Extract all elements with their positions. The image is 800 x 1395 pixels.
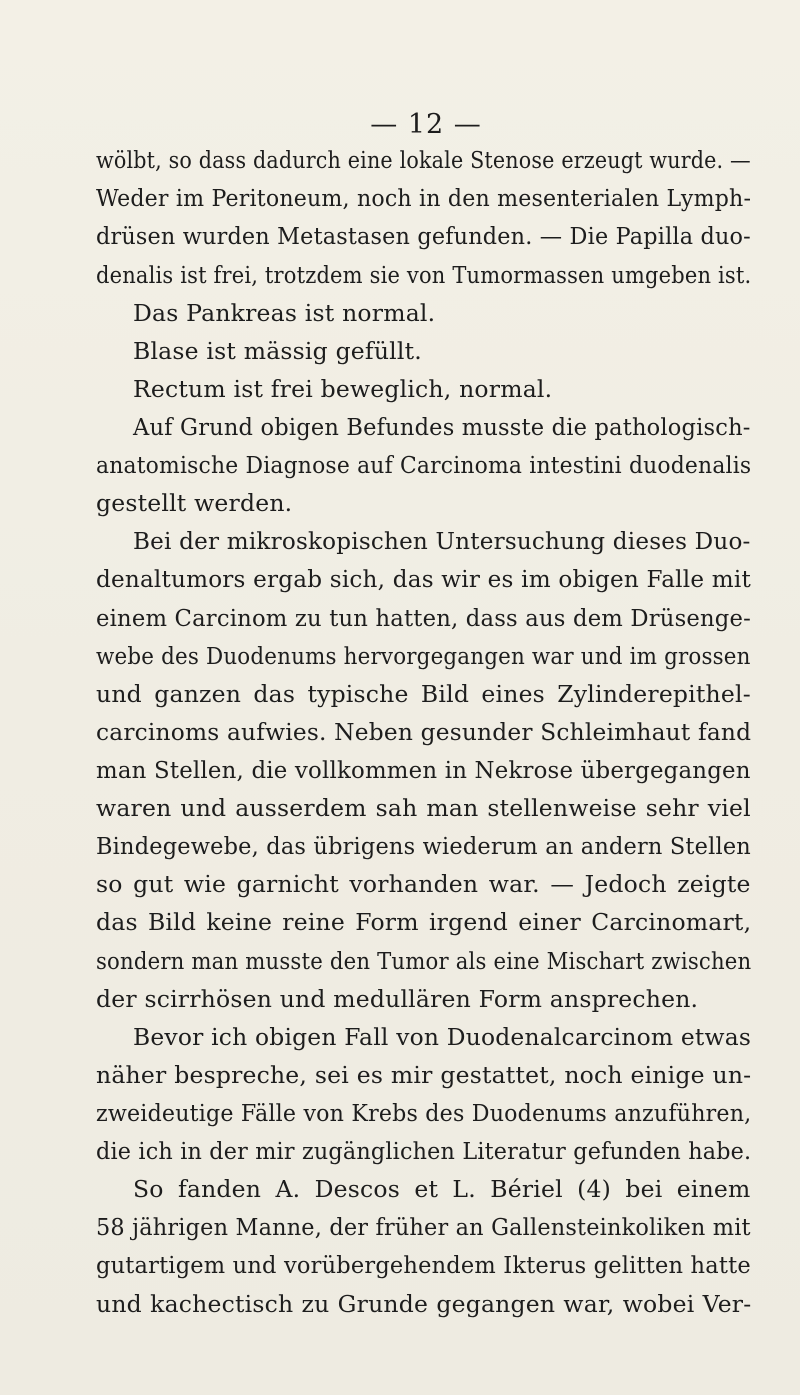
- text-line-8: Auf Grund obigen Befundes musste die pathologisch-: [133, 413, 751, 441]
- text-line-19: Bindegewebe, das übrigens wiederum an andern Stellen: [96, 832, 751, 860]
- text-line-27: die ich in der mir zugänglichen Literatur gefunden habe.: [96, 1137, 752, 1165]
- text-line-1: wölbt, so dass dadurch eine lokale Stenose erzeugt wurde. —: [96, 146, 751, 174]
- text-line-26: zweideutige Fälle von Krebs des Duodenums anzuführen,: [96, 1099, 752, 1127]
- text-line-6: Blase ist mässig gefüllt.: [133, 337, 422, 365]
- text-line-20: so gut wie garnicht vorhanden war. — Jedoch zeigte: [96, 870, 751, 898]
- page-number: — 12 —: [370, 109, 482, 140]
- text-line-21: das Bild keine reine Form irgend einer Carcinomart,: [96, 908, 752, 936]
- text-line-12: denaltumors ergab sich, das wir es im obigen Falle mit: [96, 565, 751, 593]
- text-line-7: Rectum ist frei beweglich, normal.: [133, 375, 553, 403]
- text-line-13: einem Carcinom zu tun hatten, dass aus dem Drüsenge-: [96, 604, 751, 632]
- text-line-28: So fanden A. Descos et L. Bériel (4) bei einem: [133, 1175, 751, 1203]
- text-line-9: anatomische Diagnose auf Carcinoma intestini duodenalis: [96, 451, 752, 479]
- text-line-4: denalis ist frei, trotzdem sie von Tumormassen umgeben ist.: [96, 261, 752, 289]
- text-line-11: Bei der mikroskopischen Untersuchung dieses Duo-: [133, 527, 751, 555]
- text-line-16: carcinoms aufwies. Neben gesunder Schleimhaut fand: [96, 718, 752, 746]
- text-line-17: man Stellen, die vollkommen in Nekrose übergegangen: [96, 756, 751, 784]
- text-line-22: sondern man musste den Tumor als eine Mischart zwischen: [96, 947, 752, 975]
- text-line-5: Das Pankreas ist normal.: [133, 299, 436, 327]
- text-line-25: näher bespreche, sei es mir gestattet, noch einige un-: [96, 1061, 752, 1089]
- text-line-18: waren und ausserdem sah man stellenweise sehr viel: [96, 794, 751, 822]
- text-line-29: 58 jährigen Manne, der früher an Gallensteinkoliken mit: [96, 1213, 751, 1241]
- text-line-30: gutartigem und vorübergehendem Ikterus gelitten hatte: [96, 1251, 751, 1279]
- text-line-14: webe des Duodenums hervorgegangen war und im grossen: [96, 642, 751, 670]
- text-line-24: Bevor ich obigen Fall von Duodenalcarcinom etwas: [133, 1023, 752, 1051]
- text-line-3: drüsen wurden Metastasen gefunden. — Die Papilla duo-: [96, 222, 751, 250]
- text-line-2: Weder im Peritoneum, noch in den mesenterialen Lymph-: [96, 184, 752, 212]
- text-line-23: der scirrhösen und medullären Form ansprechen.: [96, 985, 699, 1013]
- text-line-15: und ganzen das typische Bild eines Zylinderepithel-: [96, 680, 751, 708]
- text-line-10: gestellt werden.: [96, 489, 293, 517]
- text-line-31: und kachectisch zu Grunde gegangen war, wobei Ver-: [96, 1290, 752, 1318]
